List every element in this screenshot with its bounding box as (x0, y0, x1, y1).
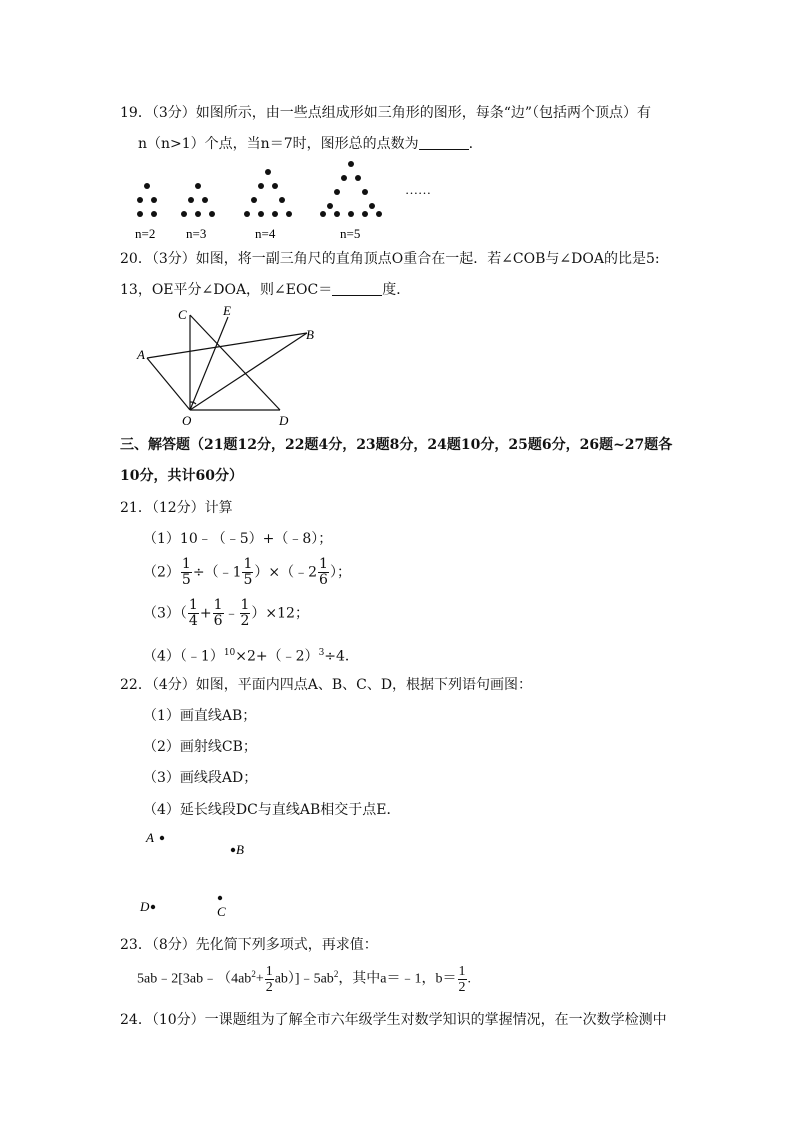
q19-answer-blank[interactable] (419, 135, 469, 150)
segment-CD (190, 315, 280, 410)
q20-line2-b: 度． (382, 282, 411, 298)
q23-expr-e: . (467, 971, 472, 987)
dot-triangles-figure (130, 158, 460, 241)
q21-head: 21．（12分）计算 (120, 500, 233, 516)
label-C: C (217, 904, 226, 919)
triangle-n4 (244, 169, 292, 217)
ellipsis: …… (405, 182, 431, 197)
triangle-n5 (320, 161, 382, 217)
label-n2: n=2 (135, 226, 156, 241)
q24-line1: 24．（10分）一课题组为了解全市六年级学生对数学知识的掌握情况，在一次数学检测中 (120, 1012, 667, 1028)
q22-part3: （3）画线段AD； (143, 770, 258, 786)
fraction (213, 598, 224, 629)
label-n3: n=3 (186, 226, 207, 241)
fraction (240, 598, 251, 629)
numerator: 1 (213, 597, 223, 613)
q19-line2-b: n＝7时，图形总的点数为 (260, 136, 419, 152)
q21-p3-end: ）×12； (251, 605, 309, 622)
q21-part2 (143, 557, 351, 588)
q20-line2 (120, 280, 410, 300)
label-B: B (306, 327, 314, 342)
fraction (265, 964, 274, 995)
section3-line2: 10分，共计60分） (120, 468, 243, 484)
section3-line1: 三、解答题（21题12分，22题4分，23题8分，24题10分，25题6分，26题~27题各 (120, 437, 673, 453)
segment-OB (190, 333, 307, 410)
triangle-n3 (181, 183, 215, 217)
label-B: B (236, 842, 244, 857)
q19-line2-a: n（n>1）个点，当 (138, 136, 261, 152)
fraction (458, 964, 467, 995)
denominator: 2 (458, 980, 466, 995)
exponent: 3 (318, 648, 325, 658)
fraction (188, 598, 199, 629)
q21-part3 (143, 598, 309, 629)
ray-OE (190, 317, 228, 410)
q20-line1: 20．（3分）如图，将一副三角尺的直角顶点O重合在一起．若∠COB与∠DOA的比是5: (120, 251, 660, 267)
fraction (181, 557, 192, 588)
q21-p3-pre: （3）（ (143, 605, 187, 622)
q22-part4: （4）延长线段DC与直线AB相交于点E． (143, 802, 401, 818)
denominator: 6 (319, 572, 328, 588)
numerator: 1 (458, 964, 466, 979)
label-C: C (178, 307, 187, 322)
q21-p2-pre: （2） (143, 564, 180, 581)
minus-sign: ﹣ (224, 605, 239, 622)
q21-p4-c: ÷4． (324, 648, 359, 665)
q21-p2-mid2: ）×（﹣2 (254, 564, 318, 581)
q19-line2-c: . (468, 136, 474, 152)
label-E: E (223, 303, 231, 318)
denominator: 5 (181, 572, 191, 588)
point-A (160, 836, 164, 840)
numerator: 1 (265, 964, 273, 979)
q21-p2-mid1: ÷（﹣1 (192, 564, 242, 581)
denominator: 2 (240, 613, 250, 629)
q23-expr-d: ，其中a＝﹣1，b＝ (338, 971, 457, 987)
q23-expr-a: 5ab﹣2[3ab﹣（4ab (137, 971, 252, 987)
point-C (218, 896, 222, 900)
q21-p2-end: ）； (329, 564, 351, 581)
plus-sign: + (255, 971, 264, 987)
numerator: 1 (188, 597, 198, 613)
fraction (318, 557, 329, 588)
fraction (242, 557, 253, 588)
exponent: 2 (251, 969, 256, 980)
denominator: 2 (265, 980, 273, 995)
q21-part4 (143, 643, 359, 667)
label-D: D (279, 413, 289, 428)
denominator: 4 (188, 613, 198, 629)
label-O: O (182, 413, 192, 428)
q23-head: 23．（8分）先化简下列多项式，再求值： (120, 937, 378, 953)
label-A: A (146, 830, 154, 845)
numerator: 1 (319, 556, 328, 572)
q21-p4-a: （4）（﹣1） (143, 648, 224, 665)
q21-p4-b: ×2+（﹣2） (235, 648, 319, 665)
exponent: 10 (223, 648, 236, 658)
q20-line2-a: 13，OE平分∠DOA，则∠EOC＝ (120, 282, 333, 298)
q22-head: 22．（4分）如图，平面内四点A、B、C、D，根据下列语句画图： (120, 677, 533, 693)
plus-sign: + (199, 605, 212, 622)
denominator: 5 (243, 572, 253, 588)
label-n5: n=5 (340, 226, 361, 241)
numerator: 1 (243, 556, 253, 572)
triangle-n2 (137, 183, 157, 217)
q23-expression (137, 964, 471, 995)
exponent: 2 (333, 969, 339, 980)
point-B (231, 848, 235, 852)
label-D: D (140, 899, 150, 914)
numerator: 1 (181, 556, 191, 572)
q19-line1: 19．（3分）如图所示，由一些点组成形如三角形的图形，每条“边”（包括两个顶点）有 (120, 105, 652, 121)
numerator: 1 (240, 597, 250, 613)
label-A: A (137, 347, 145, 362)
q22-part1: （1）画直线AB； (143, 708, 257, 724)
q22-part2: （2）画射线CB； (143, 739, 257, 755)
point-D (151, 905, 155, 909)
q20-answer-blank[interactable] (332, 281, 382, 296)
triangle-rulers-figure (135, 303, 325, 428)
q21-part1: （1）10﹣（﹣5）+（﹣8）； (143, 531, 333, 547)
denominator: 6 (213, 613, 223, 629)
q23-expr-c: ab）]﹣5ab (274, 971, 334, 987)
segment-AO (147, 358, 190, 410)
q19-line2 (138, 134, 473, 154)
label-n4: n=4 (255, 226, 276, 241)
four-points-figure (140, 828, 270, 918)
